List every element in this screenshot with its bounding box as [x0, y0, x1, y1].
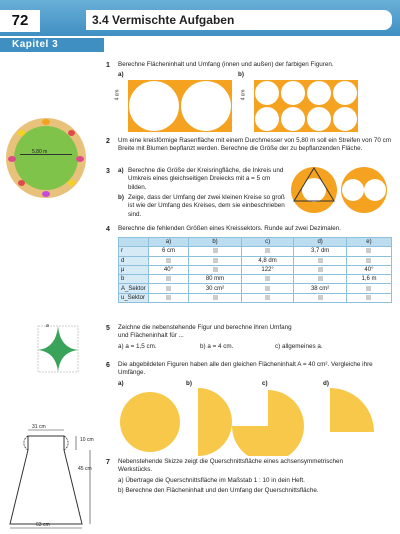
- row-label: r: [119, 247, 149, 256]
- table-cell: [346, 256, 391, 265]
- table-cell: 40°: [346, 265, 391, 274]
- garden-diameter-label: 5,80 m: [32, 149, 48, 155]
- table-cell: [148, 293, 189, 302]
- three-quarter-circle-figure: [232, 390, 304, 456]
- task-3a-label: a): [118, 167, 124, 174]
- table-cell: [241, 275, 294, 284]
- task-3b-label: b): [118, 194, 124, 201]
- table-row: [119, 265, 392, 274]
- task-5c: c) allgemeines a.: [275, 343, 323, 350]
- task-5a: a) a = 1,5 cm.: [118, 343, 157, 350]
- semicircle-figure: [198, 388, 232, 456]
- table-cell: 30 cm²: [189, 284, 242, 293]
- section-title: 3.4 Vermischte Aufgaben: [86, 10, 392, 30]
- task-6-number: 6: [106, 362, 110, 369]
- task-7b: b) Berechne den Flächeninhalt und den Umfang der Querschnittsfläche.: [118, 487, 319, 494]
- table-cell: [189, 293, 242, 302]
- task-1a-dimension: 4 cm: [114, 89, 121, 101]
- task-3-number: 3: [106, 168, 110, 175]
- task-1a-label: a): [118, 71, 124, 78]
- task-7-text: Nebenstehende Skizze zeigt die Querschnittsfläche eines achsensymmetrischen Werkstücks.: [118, 458, 344, 474]
- table-cell: 80 mm: [189, 275, 242, 284]
- table-cell: 6 cm: [148, 247, 189, 256]
- task-6b-label: b): [186, 380, 192, 387]
- table-row: [119, 275, 392, 284]
- task-6c-label: c): [262, 380, 268, 387]
- task-1a-figure: [128, 80, 232, 132]
- row-label: b: [119, 275, 149, 284]
- table-cell: 3,7 dm: [294, 247, 347, 256]
- task-1-text: Berechne Flächeninhalt und Umfang (innen und außen) der farbigen Figuren.: [118, 61, 334, 68]
- task-3a-text: Berechne die Größe der Kreisringfläche, die Inkreis und Umkreis eines gleichseitigen Dreiecks mit a = 5 cm bilden.: [128, 167, 284, 191]
- table-cell: 38 cm²: [294, 284, 347, 293]
- task-5-number: 5: [106, 325, 110, 332]
- table-row: [119, 247, 392, 256]
- page-number: 72: [0, 10, 40, 32]
- row-label: d: [119, 256, 149, 265]
- task-5b: b) a = 4 cm.: [200, 343, 234, 350]
- table-row: [119, 293, 392, 302]
- table-cell: [148, 275, 189, 284]
- task-4-text: Berechne die fehlenden Größen eines Kreissektors. Runde auf zwei Dezimalen.: [118, 225, 341, 232]
- table-cell: [241, 247, 294, 256]
- task-1b-label: b): [238, 71, 244, 78]
- sector-table: [118, 237, 392, 303]
- dim-height-1: 10 cm: [80, 437, 94, 443]
- task-6-figures: [118, 386, 398, 456]
- table-cell: 40°: [148, 265, 189, 274]
- chapter-label: Kapitel 3: [0, 38, 104, 52]
- task-1b-figure: [254, 80, 358, 132]
- table-cell: [189, 256, 242, 265]
- task-7a: a) Übertrage die Querschnittsfläche im Maßstab 1 : 10 in dein Heft.: [118, 477, 305, 484]
- task-4-number: 4: [106, 226, 110, 233]
- table-cell: [294, 293, 347, 302]
- table-cell: [241, 293, 294, 302]
- table-header-cell: a): [148, 238, 189, 247]
- table-header-cell: e): [346, 238, 391, 247]
- table-header-cell: [119, 238, 149, 247]
- task-7-number: 7: [106, 459, 110, 466]
- table-cell: [346, 293, 391, 302]
- task-2-number: 2: [106, 138, 110, 145]
- table-cell: [294, 256, 347, 265]
- task-1b-dimension: 4 cm: [240, 89, 247, 101]
- row-label: A_Sektor: [119, 284, 149, 293]
- task-1-number: 1: [106, 62, 110, 69]
- table-cell: 1,6 m: [346, 275, 391, 284]
- task-6d-label: d): [323, 380, 329, 387]
- task-6-text: Die abgebildeten Figuren haben alle den gleichen Flächeninhalt A = 40 cm². Vergleiche ihre Umfänge.: [118, 361, 373, 377]
- figure-dimension-a: a: [46, 323, 49, 329]
- table-cell: [346, 247, 391, 256]
- row-label: u_Sektor: [119, 293, 149, 302]
- quarter-circle-figure: [330, 388, 374, 432]
- full-circle-figure: [120, 392, 180, 452]
- dim-height-2: 45 cm: [78, 466, 92, 472]
- dim-bottom: 63 cm: [36, 522, 50, 528]
- table-cell: [241, 284, 294, 293]
- flower-garden-illustration: [6, 118, 86, 198]
- task-2-text: Um eine kreisförmige Rasenfläche mit einem Durchmesser von 5,80 m soll ein Streifen von 70 cm Breite mit Blumen bepflanzt werden. Berechne die Größe der zu bepflanzenden Fläche.: [118, 137, 391, 153]
- table-cell: 122°: [241, 265, 294, 274]
- table-header-cell: d): [294, 238, 347, 247]
- table-cell: [189, 265, 242, 274]
- table-row: [119, 256, 392, 265]
- task-3b-text: Zeige, dass der Umfang der zwei kleinen Kreise so groß ist wie der Umfang des Kreises, dem sie einbeschrieben sind.: [128, 194, 285, 218]
- table-cell: [294, 265, 347, 274]
- table-cell: 4,8 dm: [241, 256, 294, 265]
- table-header-row: [119, 238, 392, 247]
- table-header-cell: c): [241, 238, 294, 247]
- concave-star-figure: [34, 322, 82, 374]
- dim-top: 31 cm: [32, 424, 46, 430]
- table-cell: [294, 275, 347, 284]
- table-cell: [148, 256, 189, 265]
- task-5-text: Zeichne die nebenstehende Figur und berechne ihren Umfang und Flächeninhalt für ...: [118, 324, 292, 340]
- table-header-cell: b): [189, 238, 242, 247]
- table-cell: [148, 284, 189, 293]
- task-3-figures: [290, 164, 390, 216]
- table-cell: [189, 247, 242, 256]
- row-label: μ: [119, 265, 149, 274]
- task-6a-label: a): [118, 380, 124, 387]
- table-cell: [346, 284, 391, 293]
- table-row: [119, 284, 392, 293]
